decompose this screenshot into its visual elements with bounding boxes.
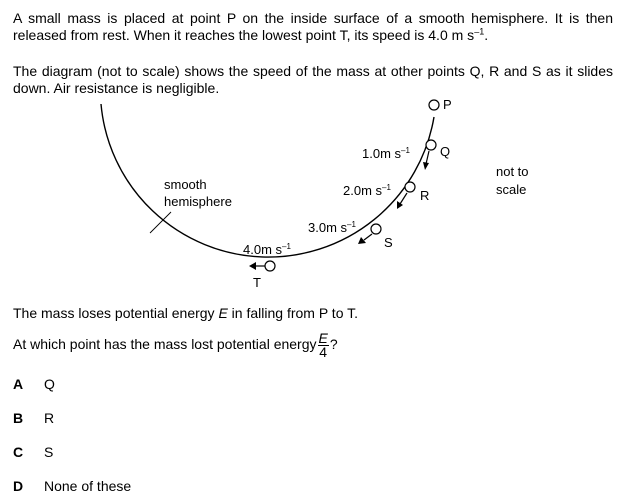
point-p-mass bbox=[429, 100, 439, 110]
option-b-letter: B bbox=[13, 410, 24, 426]
point-r-label: R bbox=[420, 188, 430, 203]
question-prompt bbox=[13, 332, 338, 359]
fraction-denominator: 4 bbox=[319, 344, 328, 360]
scale-note-line2: scale bbox=[496, 182, 527, 197]
ask-text: At which point has the mass lost potential energy bbox=[13, 336, 317, 353]
option-a-text: Q bbox=[44, 376, 55, 392]
option-a-letter: A bbox=[13, 376, 24, 392]
option-c[interactable] bbox=[13, 442, 53, 462]
point-q-speed: 1.0m $s^{-1}$ bbox=[362, 146, 410, 161]
diagram-description: The diagram (not to scale) shows the speed of the mass at other points Q, R and S as it slides down. Air resistance is negligible. bbox=[13, 63, 613, 96]
option-c-text: S bbox=[44, 444, 54, 460]
hemisphere-label-pointer bbox=[150, 212, 171, 233]
point-s-label: S bbox=[384, 235, 393, 250]
point-t-arrowhead bbox=[249, 262, 256, 270]
point-r-arrowhead bbox=[397, 201, 403, 209]
point-q-velocity-arrow bbox=[426, 151, 429, 164]
point-r-mass bbox=[405, 182, 415, 192]
loss-text-pre: The mass loses potential energy bbox=[13, 305, 219, 321]
hemisphere-label-line2: hemisphere bbox=[164, 194, 232, 209]
option-a[interactable] bbox=[13, 374, 55, 394]
point-s-arrowhead bbox=[358, 237, 366, 244]
point-s-speed: 3.0m $s^{-1}$ bbox=[308, 220, 356, 235]
option-b-text: R bbox=[44, 410, 55, 426]
point-q-arrowhead bbox=[423, 162, 429, 170]
ask-end: ? bbox=[329, 336, 338, 353]
point-p-label: P bbox=[443, 97, 452, 112]
energy-loss-statement bbox=[13, 305, 358, 322]
intro-unit-exponent: –1 bbox=[474, 26, 485, 37]
point-t-mass bbox=[265, 261, 275, 271]
scale-note-line1: not to bbox=[496, 164, 529, 179]
point-t-speed: 4.0m $s^{-1}$ bbox=[243, 242, 291, 257]
intro-text: A small mass is placed at point P on the inside surface of a smooth hemisphere. It is then released from rest. When it reaches the lowest point T, its speed is 4.0 m s bbox=[13, 10, 613, 43]
point-q-label: Q bbox=[440, 144, 451, 159]
point-t-label: T bbox=[253, 275, 261, 290]
fraction-e-over-4 bbox=[318, 332, 329, 359]
point-q-mass bbox=[426, 140, 436, 150]
point-r-velocity-arrow bbox=[400, 193, 407, 204]
point-s-velocity-arrow bbox=[364, 234, 372, 240]
loss-text-post: in falling from P to T. bbox=[227, 305, 359, 321]
point-s-mass bbox=[371, 224, 381, 234]
option-d-letter: D bbox=[13, 478, 24, 494]
option-d-text: None of these bbox=[44, 478, 132, 494]
hemisphere-label-line1: smooth bbox=[164, 177, 207, 192]
point-r-speed: 2.0m $s^{-1}$ bbox=[343, 183, 391, 198]
intro-end: . bbox=[484, 27, 489, 43]
option-c-letter: C bbox=[13, 444, 24, 460]
option-b[interactable] bbox=[13, 408, 54, 428]
option-d[interactable] bbox=[13, 476, 131, 496]
fraction-numerator: E bbox=[318, 330, 328, 346]
loss-symbol: E bbox=[218, 305, 228, 321]
